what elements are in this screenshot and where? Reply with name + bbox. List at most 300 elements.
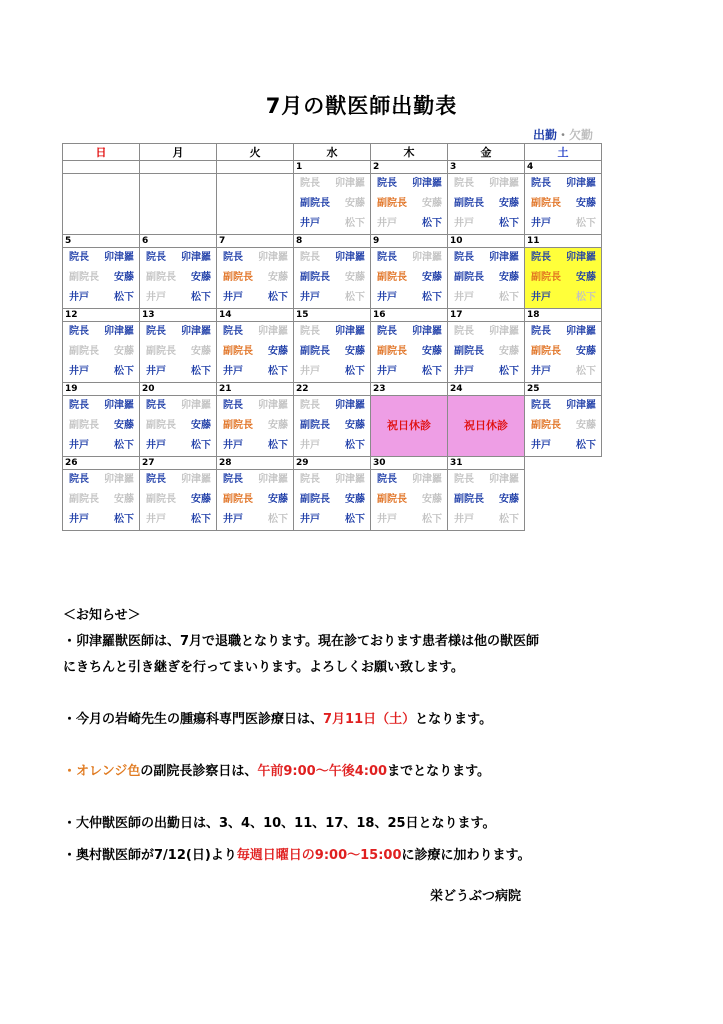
staff-row — [217, 416, 293, 436]
staff-row — [294, 322, 370, 342]
staff-director: 院長 — [377, 178, 397, 189]
weekday-sun: 日 — [63, 144, 140, 161]
weekday-sat: 土 — [525, 144, 602, 161]
staff-row — [448, 510, 524, 530]
staff-row — [294, 416, 370, 436]
staff-ando: 安藤 — [422, 198, 442, 209]
staff-vice: 副院長 — [377, 272, 407, 283]
notice-6c: に診療に加わります。 — [401, 848, 531, 863]
schedule-row — [63, 174, 602, 235]
staff-matsushita: 松下 — [576, 366, 596, 377]
staff-row — [294, 436, 370, 456]
day-number: 14 — [217, 309, 294, 322]
staff-ido: 井戸 — [454, 514, 474, 525]
staff-uzura: 卯津羅 — [566, 178, 596, 189]
staff-row — [63, 510, 139, 530]
day-cell — [140, 322, 217, 383]
staff-uzura: 卯津羅 — [258, 474, 288, 485]
staff-vice: 副院長 — [300, 272, 330, 283]
day-cell — [371, 174, 448, 235]
day-cell — [63, 396, 140, 457]
staff-row — [217, 510, 293, 530]
staff-matsushita: 松下 — [114, 292, 134, 303]
day-cell — [448, 174, 525, 235]
day-number: 15 — [294, 309, 371, 322]
staff-row — [525, 342, 601, 362]
staff-director: 院長 — [146, 252, 166, 263]
staff-row — [525, 268, 601, 288]
staff-matsushita: 松下 — [422, 218, 442, 229]
staff-list — [525, 396, 601, 456]
staff-ando: 安藤 — [422, 346, 442, 357]
empty-cell — [525, 470, 602, 531]
staff-ando: 安藤 — [499, 272, 519, 283]
staff-row — [294, 174, 370, 194]
holiday-label: 祝日休診 — [387, 419, 431, 432]
staff-list — [294, 470, 370, 530]
day-number: 22 — [294, 383, 371, 396]
staff-row — [140, 342, 216, 362]
staff-row — [217, 490, 293, 510]
staff-ando: 安藤 — [345, 272, 365, 283]
staff-row — [63, 362, 139, 382]
staff-vice: 副院長 — [300, 346, 330, 357]
staff-ido: 井戸 — [69, 440, 89, 451]
staff-row — [371, 470, 447, 490]
day-cell — [371, 470, 448, 531]
staff-ando: 安藤 — [345, 494, 365, 505]
day-number: 21 — [217, 383, 294, 396]
staff-uzura: 卯津羅 — [489, 474, 519, 485]
staff-uzura: 卯津羅 — [104, 326, 134, 337]
page-title: 7月の獣医師出勤表 — [265, 94, 458, 118]
staff-vice: 副院長 — [69, 420, 99, 431]
day-number: 23 — [371, 383, 448, 396]
staff-row — [371, 342, 447, 362]
staff-list — [525, 322, 601, 382]
staff-ido: 井戸 — [223, 366, 243, 377]
staff-row — [371, 322, 447, 342]
staff-row — [63, 396, 139, 416]
schedule-row — [63, 322, 602, 383]
weekday-header — [63, 144, 602, 161]
staff-vice: 副院長 — [300, 420, 330, 431]
staff-list — [63, 470, 139, 530]
staff-vice: 副院長 — [377, 346, 407, 357]
staff-row — [217, 268, 293, 288]
staff-ido: 井戸 — [300, 218, 320, 229]
staff-vice: 副院長 — [146, 272, 176, 283]
schedule-row — [63, 470, 602, 531]
staff-ido: 井戸 — [531, 218, 551, 229]
staff-director: 院長 — [223, 326, 243, 337]
staff-row — [140, 362, 216, 382]
staff-ido: 井戸 — [300, 292, 320, 303]
day-cell — [371, 248, 448, 309]
day-number: 2 — [371, 161, 448, 174]
staff-ido: 井戸 — [146, 366, 166, 377]
day-cell — [63, 322, 140, 383]
staff-director: 院長 — [531, 252, 551, 263]
notice-4e: までとなります。 — [387, 764, 491, 779]
staff-row — [525, 214, 601, 234]
staff-row — [448, 194, 524, 214]
staff-uzura: 卯津羅 — [412, 252, 442, 263]
staff-vice: 副院長 — [146, 420, 176, 431]
staff-director: 院長 — [146, 474, 166, 485]
staff-row — [448, 470, 524, 490]
staff-row — [448, 214, 524, 234]
staff-uzura: 卯津羅 — [181, 400, 211, 411]
staff-row — [294, 194, 370, 214]
day-number: 30 — [371, 457, 448, 470]
day-number: 5 — [63, 235, 140, 248]
day-cell — [63, 248, 140, 309]
staff-list — [217, 322, 293, 382]
day-cell — [217, 322, 294, 383]
staff-director: 院長 — [377, 252, 397, 263]
day-number: 18 — [525, 309, 602, 322]
staff-director: 院長 — [531, 326, 551, 337]
staff-list — [63, 396, 139, 456]
staff-uzura: 卯津羅 — [412, 474, 442, 485]
day-number: 26 — [63, 457, 140, 470]
staff-ido: 井戸 — [454, 292, 474, 303]
staff-matsushita: 松下 — [499, 366, 519, 377]
staff-matsushita: 松下 — [191, 366, 211, 377]
day-cell — [63, 470, 140, 531]
staff-row — [525, 322, 601, 342]
staff-uzura: 卯津羅 — [412, 178, 442, 189]
staff-list — [140, 470, 216, 530]
notice-6a: ・奥村獣医師が7/12(日)より — [63, 848, 237, 863]
staff-ido: 井戸 — [300, 514, 320, 525]
staff-ido: 井戸 — [531, 366, 551, 377]
staff-row — [63, 416, 139, 436]
day-number: 24 — [448, 383, 525, 396]
staff-uzura: 卯津羅 — [335, 252, 365, 263]
day-number: 8 — [294, 235, 371, 248]
staff-row — [63, 470, 139, 490]
staff-list — [525, 174, 601, 234]
day-cell — [448, 248, 525, 309]
staff-list — [448, 248, 524, 308]
staff-vice: 副院長 — [454, 272, 484, 283]
staff-ando: 安藤 — [499, 346, 519, 357]
day-number: 19 — [63, 383, 140, 396]
staff-matsushita: 松下 — [499, 292, 519, 303]
day-cell — [448, 470, 525, 531]
staff-ando: 安藤 — [268, 272, 288, 283]
day-cell — [448, 396, 525, 457]
staff-ido: 井戸 — [531, 292, 551, 303]
staff-director: 院長 — [69, 326, 89, 337]
day-number: 16 — [371, 309, 448, 322]
staff-matsushita: 松下 — [345, 292, 365, 303]
staff-row — [63, 288, 139, 308]
staff-list — [294, 322, 370, 382]
weekday-fri: 金 — [448, 144, 525, 161]
staff-uzura: 卯津羅 — [258, 400, 288, 411]
staff-row — [294, 288, 370, 308]
staff-vice: 副院長 — [531, 272, 561, 283]
legend-off: 欠勤 — [568, 128, 593, 142]
staff-row — [525, 396, 601, 416]
staff-ido: 井戸 — [531, 440, 551, 451]
staff-row — [217, 248, 293, 268]
staff-uzura: 卯津羅 — [489, 326, 519, 337]
staff-ando: 安藤 — [345, 346, 365, 357]
staff-ido: 井戸 — [300, 366, 320, 377]
day-cell — [140, 396, 217, 457]
staff-ando: 安藤 — [576, 272, 596, 283]
staff-uzura: 卯津羅 — [104, 400, 134, 411]
staff-vice: 副院長 — [300, 494, 330, 505]
staff-uzura: 卯津羅 — [566, 326, 596, 337]
schedule-row — [63, 248, 602, 309]
staff-director: 院長 — [454, 326, 474, 337]
staff-vice: 副院長 — [531, 346, 561, 357]
staff-list — [217, 396, 293, 456]
staff-row — [217, 288, 293, 308]
staff-director: 院長 — [69, 400, 89, 411]
staff-vice: 副院長 — [377, 198, 407, 209]
staff-list — [140, 322, 216, 382]
staff-director: 院長 — [69, 474, 89, 485]
staff-row — [217, 362, 293, 382]
staff-matsushita: 松下 — [576, 440, 596, 451]
staff-ido: 井戸 — [69, 292, 89, 303]
day-number: 17 — [448, 309, 525, 322]
staff-vice: 副院長 — [377, 494, 407, 505]
staff-ando: 安藤 — [345, 420, 365, 431]
notice-heading: ＜お知らせ＞ — [63, 608, 141, 623]
staff-list — [217, 470, 293, 530]
staff-matsushita: 松下 — [345, 218, 365, 229]
staff-list — [448, 322, 524, 382]
staff-list — [294, 248, 370, 308]
notice-3c: となります。 — [415, 712, 493, 727]
staff-vice: 副院長 — [531, 420, 561, 431]
staff-row — [371, 194, 447, 214]
staff-row — [448, 268, 524, 288]
staff-ido: 井戸 — [223, 440, 243, 451]
staff-list — [294, 174, 370, 234]
staff-ido: 井戸 — [377, 514, 397, 525]
attendance-legend — [533, 126, 593, 143]
staff-row — [371, 214, 447, 234]
staff-matsushita: 松下 — [422, 514, 442, 525]
staff-row — [140, 248, 216, 268]
empty-date — [63, 161, 140, 174]
day-cell — [217, 396, 294, 457]
staff-matsushita: 松下 — [114, 514, 134, 525]
staff-uzura: 卯津羅 — [181, 326, 211, 337]
staff-vice: 副院長 — [300, 198, 330, 209]
day-cell — [525, 174, 602, 235]
notice-4a: ・ — [63, 764, 77, 779]
staff-row — [217, 396, 293, 416]
staff-row — [371, 268, 447, 288]
staff-list — [371, 322, 447, 382]
staff-uzura: 卯津羅 — [258, 252, 288, 263]
staff-row — [525, 362, 601, 382]
staff-row — [448, 362, 524, 382]
day-cell — [525, 396, 602, 457]
staff-ido: 井戸 — [377, 218, 397, 229]
staff-ando: 安藤 — [114, 420, 134, 431]
staff-matsushita: 松下 — [499, 218, 519, 229]
staff-row — [371, 174, 447, 194]
attendance-calendar — [62, 143, 602, 531]
day-cell — [448, 322, 525, 383]
staff-matsushita: 松下 — [576, 292, 596, 303]
notice-line-4 — [63, 759, 539, 785]
staff-row — [294, 214, 370, 234]
staff-row — [63, 268, 139, 288]
staff-row — [63, 322, 139, 342]
staff-matsushita: 松下 — [268, 366, 288, 377]
staff-matsushita: 松下 — [191, 440, 211, 451]
staff-row — [371, 490, 447, 510]
staff-ido: 井戸 — [69, 514, 89, 525]
staff-ando: 安藤 — [114, 346, 134, 357]
notice-line-3 — [63, 707, 539, 733]
staff-ando: 安藤 — [499, 494, 519, 505]
day-number: 6 — [140, 235, 217, 248]
empty-cell — [525, 457, 602, 470]
staff-director: 院長 — [454, 252, 474, 263]
staff-vice: 副院長 — [454, 494, 484, 505]
staff-row — [448, 342, 524, 362]
staff-matsushita: 松下 — [114, 366, 134, 377]
staff-vice: 副院長 — [454, 346, 484, 357]
staff-row — [448, 288, 524, 308]
staff-list — [371, 248, 447, 308]
staff-matsushita: 松下 — [499, 514, 519, 525]
staff-director: 院長 — [300, 400, 320, 411]
staff-director: 院長 — [377, 326, 397, 337]
notice-4b: オレンジ色 — [76, 764, 141, 779]
staff-director: 院長 — [454, 178, 474, 189]
notice-line-6 — [63, 843, 539, 869]
day-number: 20 — [140, 383, 217, 396]
weekday-wed: 水 — [294, 144, 371, 161]
staff-director: 院長 — [300, 178, 320, 189]
day-number: 27 — [140, 457, 217, 470]
staff-ando: 安藤 — [114, 494, 134, 505]
staff-vice: 副院長 — [69, 272, 99, 283]
staff-row — [525, 248, 601, 268]
staff-matsushita: 松下 — [268, 514, 288, 525]
legend-on: 出勤 — [532, 128, 557, 142]
day-cell — [140, 470, 217, 531]
staff-matsushita: 松下 — [268, 440, 288, 451]
day-number: 3 — [448, 161, 525, 174]
staff-ido: 井戸 — [146, 440, 166, 451]
staff-row — [294, 490, 370, 510]
staff-ando: 安藤 — [576, 198, 596, 209]
staff-vice: 副院長 — [223, 494, 253, 505]
notice-line-5: ・大仲獣医師の出勤日は、3、4、10、11、17、18、25日となります。 — [63, 816, 496, 831]
staff-ido: 井戸 — [146, 292, 166, 303]
clinic-signature: 栄どうぶつ病院 — [430, 889, 522, 904]
staff-ido: 井戸 — [223, 292, 243, 303]
day-cell — [525, 248, 602, 309]
staff-vice: 副院長 — [146, 346, 176, 357]
staff-ando: 安藤 — [114, 272, 134, 283]
staff-ido: 井戸 — [377, 366, 397, 377]
staff-row — [140, 322, 216, 342]
day-cell — [294, 248, 371, 309]
notice-3b: 7月11日（土） — [323, 712, 416, 727]
staff-list — [448, 174, 524, 234]
day-cell — [217, 248, 294, 309]
staff-row — [371, 288, 447, 308]
staff-row — [294, 396, 370, 416]
staff-uzura: 卯津羅 — [489, 252, 519, 263]
staff-uzura: 卯津羅 — [566, 400, 596, 411]
staff-row — [140, 490, 216, 510]
staff-vice: 副院長 — [454, 198, 484, 209]
staff-ido: 井戸 — [454, 366, 474, 377]
staff-matsushita: 松下 — [422, 366, 442, 377]
staff-uzura: 卯津羅 — [181, 474, 211, 485]
staff-matsushita: 松下 — [191, 292, 211, 303]
staff-ido: 井戸 — [454, 218, 474, 229]
empty-cell — [140, 174, 217, 235]
day-cell — [294, 396, 371, 457]
staff-list — [63, 322, 139, 382]
staff-row — [140, 416, 216, 436]
staff-uzura: 卯津羅 — [566, 252, 596, 263]
day-number: 11 — [525, 235, 602, 248]
weekday-mon: 月 — [140, 144, 217, 161]
staff-row — [525, 194, 601, 214]
staff-row — [294, 470, 370, 490]
staff-row — [294, 510, 370, 530]
staff-row — [63, 490, 139, 510]
empty-date — [140, 161, 217, 174]
staff-uzura: 卯津羅 — [335, 400, 365, 411]
staff-ido: 井戸 — [69, 366, 89, 377]
staff-ando: 安藤 — [268, 346, 288, 357]
staff-list — [371, 174, 447, 234]
day-cell — [371, 322, 448, 383]
staff-director: 院長 — [454, 474, 474, 485]
staff-row — [448, 248, 524, 268]
date-row — [63, 235, 602, 248]
staff-row — [448, 174, 524, 194]
staff-ido: 井戸 — [223, 514, 243, 525]
notice-section — [63, 603, 539, 869]
staff-director: 院長 — [531, 400, 551, 411]
staff-vice: 副院長 — [69, 494, 99, 505]
staff-list — [140, 396, 216, 456]
staff-matsushita: 松下 — [191, 514, 211, 525]
staff-director: 院長 — [300, 252, 320, 263]
day-number: 9 — [371, 235, 448, 248]
staff-matsushita: 松下 — [345, 440, 365, 451]
staff-director: 院長 — [146, 400, 166, 411]
staff-ido: 井戸 — [300, 440, 320, 451]
staff-row — [448, 322, 524, 342]
staff-row — [140, 268, 216, 288]
staff-uzura: 卯津羅 — [335, 178, 365, 189]
staff-ando: 安藤 — [191, 494, 211, 505]
legend-sep: ・ — [556, 128, 569, 142]
day-cell — [294, 470, 371, 531]
